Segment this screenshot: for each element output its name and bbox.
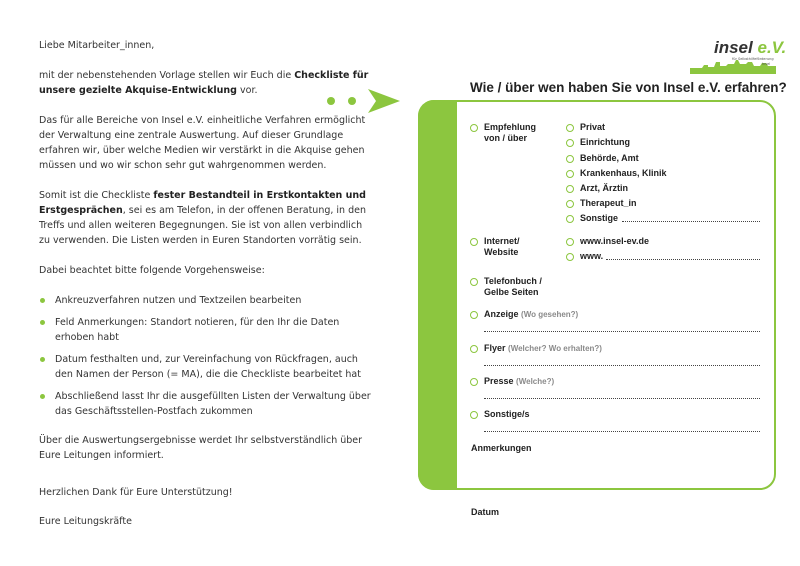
list-item-text: Feld Anmerkungen: Standort notieren, für den Ihr die Daten erhoben habt bbox=[55, 317, 340, 343]
presse-text: Presse bbox=[484, 376, 514, 386]
option-other-website: www. bbox=[580, 251, 604, 261]
letter-paragraph-intro bbox=[39, 68, 374, 98]
label-telefonbuch: Telefonbuch / bbox=[484, 276, 542, 286]
label-internet: Internet/ bbox=[484, 236, 520, 246]
checkbox-krankenhaus[interactable] bbox=[566, 170, 574, 178]
label-von-ueber: von / über bbox=[484, 133, 528, 143]
letter-paragraph-procedure: Das für alle Bereiche von Insel e.V. einheitliche Verfahren ermöglicht der Verwaltung eine zentrale Auswertung. Auf dieser Grundlage erfahren wir, über welche Medien wir verstärkt in die Akquise gehen müssen und wo wir schon sehr gut wahrgenommen werden. bbox=[39, 115, 366, 171]
option-insel-website: www.insel-ev.de bbox=[580, 236, 650, 246]
list-item-text: Datum festhalten und, zur Vereinfachung von Rückfragen, auch den Namen der Person (= MA), die die Checkliste bearbeitet hat bbox=[55, 354, 361, 380]
checkbox-other-website[interactable] bbox=[566, 253, 574, 261]
checkbox-sonstige[interactable] bbox=[470, 411, 478, 419]
checkbox-presse[interactable] bbox=[470, 378, 478, 386]
sonstige-line[interactable] bbox=[484, 431, 760, 432]
arrow-dot-icon bbox=[327, 97, 335, 105]
anzeige-line[interactable] bbox=[484, 331, 760, 332]
label-website: Website bbox=[484, 247, 519, 257]
list-item bbox=[39, 315, 374, 345]
checkbox-einrichtung[interactable] bbox=[566, 139, 574, 147]
option-therapeut: Therapeut_in bbox=[580, 198, 637, 208]
list-item bbox=[39, 293, 374, 308]
logo-word: insel bbox=[714, 38, 753, 57]
label-sonstige: Sonstige/s bbox=[484, 409, 530, 419]
flyer-line[interactable] bbox=[484, 365, 760, 366]
list-item bbox=[39, 352, 374, 382]
letter-thanks: Herzlichen Dank für Eure Unterstützung! bbox=[39, 487, 233, 498]
bullet-icon bbox=[40, 298, 45, 303]
intro-highlight: Checkliste für unsere gezielte Akquise-Entwicklung bbox=[39, 70, 369, 96]
anzeige-hint: (Wo gesehen?) bbox=[521, 310, 579, 319]
option-privat: Privat bbox=[580, 122, 606, 132]
label-presse bbox=[484, 376, 554, 387]
label-empfehlung: Empfehlung bbox=[484, 122, 536, 132]
list-item-text: Ankreuzverfahren nutzen und Textzeilen bearbeiten bbox=[55, 295, 302, 306]
label-anzeige bbox=[484, 309, 578, 320]
letter-paragraph-mandatory bbox=[39, 188, 374, 248]
option-einrichtung: Einrichtung bbox=[580, 137, 630, 147]
arrow-dot-icon bbox=[348, 97, 356, 105]
presse-hint: (Welche?) bbox=[516, 377, 555, 386]
sonstige-empfehlung-line[interactable] bbox=[622, 221, 760, 222]
flyer-hint: (Welcher? Wo erhalten?) bbox=[508, 344, 602, 353]
intro-end: vor. bbox=[236, 85, 258, 96]
bullet-icon bbox=[40, 357, 45, 362]
letter bbox=[39, 38, 374, 529]
list-item-text: Abschließend lasst Ihr die ausgefüllten Listen der Verwaltung über das Geschäftsstellen-Postfach zukommen bbox=[55, 391, 371, 417]
anzeige-text: Anzeige bbox=[484, 309, 519, 319]
logo-subtitle: für Selbsthilfeförderung bbox=[732, 57, 774, 61]
checkbox-insel-website[interactable] bbox=[566, 238, 574, 246]
checkbox-flyer[interactable] bbox=[470, 345, 478, 353]
option-krankenhaus: Krankenhaus, Klinik bbox=[580, 168, 667, 178]
checkbox-sonstige-empfehlung[interactable] bbox=[566, 215, 574, 223]
logo-subtitle-2: Insel bbox=[762, 62, 771, 66]
mandatory-text: Somit ist die Checkliste bbox=[39, 190, 154, 201]
other-website-line[interactable] bbox=[606, 259, 760, 260]
list-item bbox=[39, 389, 374, 419]
checkbox-behoerde[interactable] bbox=[566, 155, 574, 163]
steps-list bbox=[39, 293, 374, 419]
bullet-icon bbox=[40, 394, 45, 399]
mandatory-end: , sei es am Telefon, in der offenen Beratung, in den Treffs und allen weiteren Begegnungen. Sie ist von allen verbindlich zu verwenden. Die Listen werden in Euren Standorten vorrätig sein. bbox=[39, 205, 366, 246]
letter-paragraph-steps: Dabei beachtet bitte folgende Vorgehensweise: bbox=[39, 265, 265, 276]
checkbox-empfehlung[interactable] bbox=[470, 124, 478, 132]
checkbox-therapeut[interactable] bbox=[566, 200, 574, 208]
letter-greeting: Liebe Mitarbeiter_innen, bbox=[39, 40, 155, 51]
option-arzt: Arzt, Ärztin bbox=[580, 183, 628, 193]
label-flyer bbox=[484, 343, 602, 354]
option-behoerde: Behörde, Amt bbox=[580, 153, 639, 163]
form-title: Wie / über wen haben Sie von Insel e.V. erfahren? bbox=[470, 80, 787, 95]
label-anmerkungen: Anmerkungen bbox=[471, 443, 532, 453]
letter-paragraph-results: Über die Auswertungsergebnisse werdet Ihr selbstverständlich über Eure Leitungen informiert. bbox=[39, 435, 363, 461]
letter-signature: Eure Leitungskräfte bbox=[39, 516, 132, 527]
checkbox-internet[interactable] bbox=[470, 238, 478, 246]
label-datum: Datum bbox=[471, 507, 500, 517]
flyer-text: Flyer bbox=[484, 343, 506, 353]
checkbox-anzeige[interactable] bbox=[470, 311, 478, 319]
bullet-icon bbox=[40, 320, 45, 325]
label-gelbe-seiten: Gelbe Seiten bbox=[484, 287, 539, 297]
presse-line[interactable] bbox=[484, 398, 760, 399]
checkbox-privat[interactable] bbox=[566, 124, 574, 132]
logo-ev: e.V. bbox=[757, 38, 787, 57]
checkbox-arzt[interactable] bbox=[566, 185, 574, 193]
arrow-right-icon bbox=[368, 89, 400, 113]
intro-text: mit der nebenstehenden Vorlage stellen wir Euch die bbox=[39, 70, 295, 81]
option-sonstige: Sonstige bbox=[580, 213, 619, 223]
checkbox-telefonbuch[interactable] bbox=[470, 278, 478, 286]
mandatory-highlight: fester Bestandteil in Erstkontakten und Erstgesprächen bbox=[39, 190, 366, 216]
